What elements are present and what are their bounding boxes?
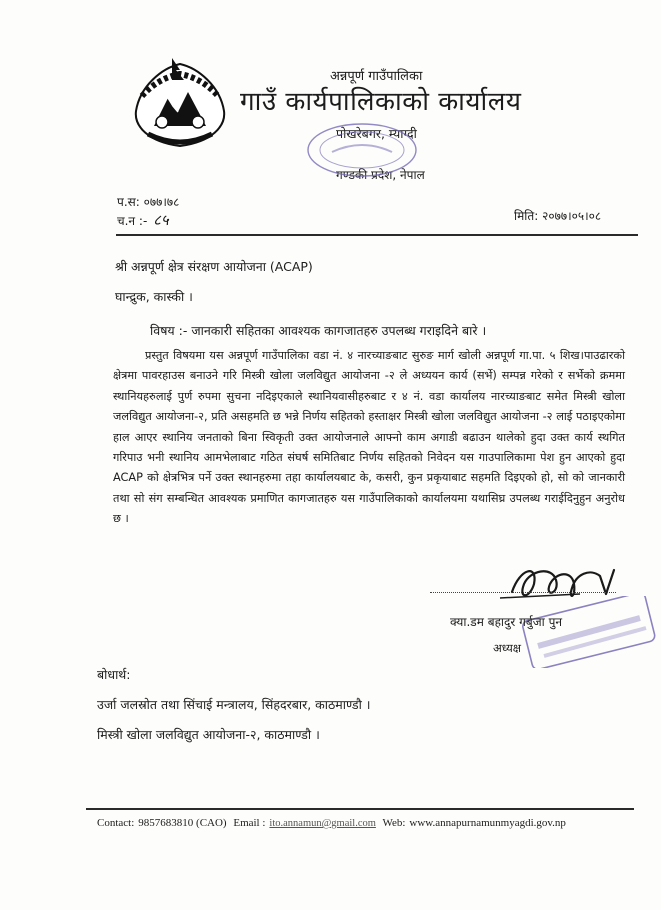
office-title: गाउँ कार्यपालिकाको कार्यालय <box>240 87 522 117</box>
contact-label: Contact: <box>97 817 135 829</box>
cc-item: उर्जा जलस्रोत तथा सिंचाई मन्त्रालय, सिंहदरबार, काठमाण्डौ । <box>97 697 371 712</box>
letter-number <box>117 193 179 210</box>
letter-subject: विषय :- जानकारी सहितका आवश्यक कागजातहरु उपलब्ध गराइदिने बारे । <box>150 323 487 338</box>
office-location: पोखरेबगर, म्याग्दी <box>336 126 417 141</box>
office-stamp-icon <box>302 118 422 182</box>
footer-contact <box>97 817 637 829</box>
office-province: गण्डकी प्रदेश, नेपाल <box>336 168 425 182</box>
date-value: २०७७।०५।०८ <box>542 209 602 223</box>
email-label: Email : <box>233 817 266 829</box>
signatory-name: क्या.डम बहादुर गर्बुजा पुन <box>450 615 563 629</box>
dispatch-number <box>117 210 169 230</box>
dispatch-number-value: ८५ <box>153 211 169 229</box>
signatory-title: अध्यक्ष <box>493 641 522 655</box>
municipality-name: अन्नपूर्ण गाउँपालिका <box>330 69 423 84</box>
letter-date <box>514 207 601 224</box>
cc-item: मिस्त्री खोला जलविद्युत आयोजना-२, काठमाण्डौ । <box>97 727 320 742</box>
letter-number-value: ०७७।७८ <box>143 195 180 209</box>
signatory-seal-icon <box>520 596 658 668</box>
footer-divider <box>86 808 634 810</box>
letter-number-label: प.स: <box>117 195 140 209</box>
date-label: मिति: <box>514 209 539 223</box>
nepal-government-emblem-icon <box>128 56 232 152</box>
web-link[interactable]: www.annapurnamunmyagdi.gov.np <box>409 817 566 829</box>
signature-line <box>430 592 616 593</box>
recipient-address: घान्द्रुक, कास्की । <box>115 289 193 304</box>
dispatch-number-label: च.न :- <box>117 214 148 228</box>
contact-phone: 9857683810 (CAO) <box>138 817 227 829</box>
cc-heading: बोधार्थ: <box>97 667 131 682</box>
header-divider <box>116 234 638 236</box>
recipient-name: श्री अन्नपूर्ण क्षेत्र संरक्षण आयोजना (ACAP) <box>115 259 313 274</box>
letter-body: प्रस्तुत विषयमा यस अन्नपूर्ण गाउँपालिका वडा नं. ४ नारच्याङबाट सुरुङ मार्ग खोली अन्नपूर्ण गा.पा. ५ शिख।पाउढारको क्षेत्रमा पावरहाउस बनाउने गरि मिस्त्री खोला जलविद्युत आयोजना -२ ले अध्ययन कार्य (सर्भे) सम्पन्न गरेको र सर्भेको क्रममा स्थानियहरुलाई पुर्ण रुपमा सुचना नदिइएकाले स्थानियवासीहरुबाट र ४ नं. वडा कार्यालय नारच्याङबाट समेत मिस्त्री खोला जलविद्युत आयोजना-२, प्रति असहमति छ भन्ने निर्णय सहितको हस्ताक्षर मिस्त्री खोला जलविद्युत आयोजना -२ लाई पठाइएकोमा हाल आएर स्थानिय जनताको बिना स्विकृती उक्त आयोजनाले आफ्नो काम अगाडी बढाउन थालेको हुदा उक्त कार्य स्थगित गरिपाउ भनी स्थानिय आमभेलाबाट गठित संघर्ष समितिबाट निर्णय सहितको निवेदन यस गाउपालिकामा पेश हुन आएको हुदा ACAP को क्षेत्रभित्र पर्ने उक्त स्थानहरुमा तहा कार्यालयबाट के, कसरी, कुन प्रकृयाबाट सहमति दिइएको हो, सो को जानकारी तथा सो संग सम्बन्धित आवश्यक प्रमाणित कागजातहरु यस गाउँपालिकाको कार्यालयमा यथासिघ्र उपलब्ध गराईदिनुहुन अनुरोध छ । <box>113 349 625 526</box>
email-link[interactable]: ito.annamun@gmail.com <box>269 818 376 829</box>
web-label: Web: <box>382 817 406 829</box>
